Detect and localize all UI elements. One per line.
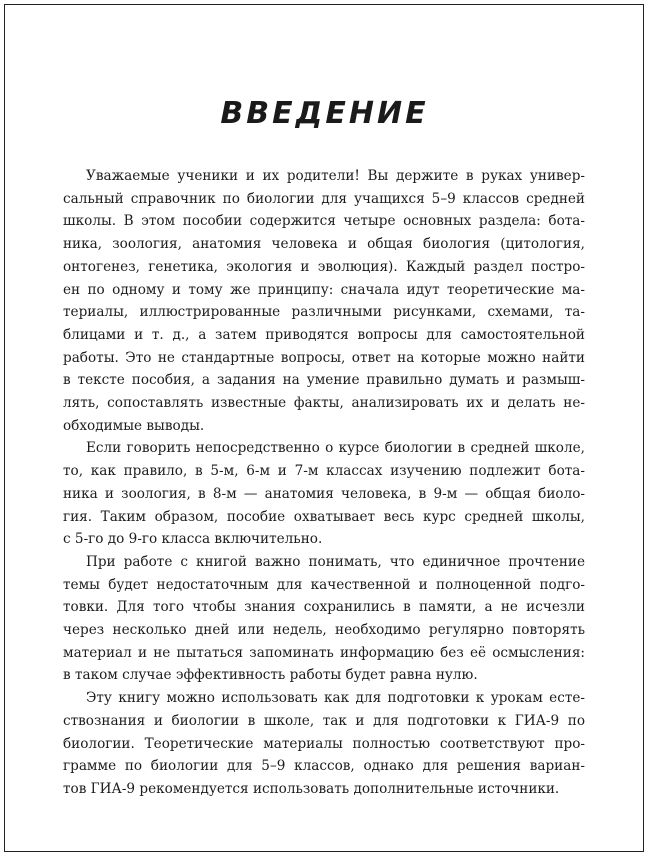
text-line: Уважаемые ученики и их родители! Вы держите в руках универ- bbox=[86, 168, 585, 184]
text-line: работы. Это не стандартные вопросы, ответ на которые можно найти bbox=[63, 349, 585, 366]
paragraph-2 bbox=[63, 437, 585, 551]
paragraph-4 bbox=[63, 687, 585, 801]
text-line: грамме по биологии для 5–9 классов, однако для решения вариан- bbox=[63, 758, 585, 775]
text-line: ен по одному и тому же принципу: сначала идут теоретические ма- bbox=[63, 281, 585, 298]
text-line: через несколько дней или недель, необходимо регулярно повторять bbox=[63, 622, 585, 639]
text-line: с 5-го до 9-го класса включительно. bbox=[63, 531, 323, 548]
paragraph-1 bbox=[63, 165, 585, 437]
text-line: тов ГИА-9 рекомендуется использовать дополнительные источники. bbox=[63, 780, 560, 797]
text-line: сальный справочник по биологии для учащихся 5–9 классов средней bbox=[63, 190, 585, 207]
text-line: онтогенез, генетика, экология и эволюция). Каждый раздел постро- bbox=[63, 258, 585, 275]
text-line: Если говорить непосредственно о курсе биологии в средней школе, bbox=[86, 440, 585, 457]
text-line: лять, сопоставлять известные факты, анализировать их и делать не- bbox=[63, 395, 585, 412]
text-line: в таком случае эффективность работы будет равна нулю. bbox=[63, 667, 478, 684]
text-line: обходимые выводы. bbox=[63, 417, 205, 434]
text-line: товки. Для того чтобы знания сохранились в памяти, а не исчезли bbox=[63, 599, 585, 616]
text-line: ника и зоология, в 8-м — анатомия человека, в 9-м — общая биоло- bbox=[63, 485, 585, 502]
page-title: ВВЕДЕНИЕ bbox=[220, 96, 429, 131]
text-line: материал и не пытаться запоминать информацию без её осмысления: bbox=[63, 644, 585, 661]
text-line: биологии. Теоретические материалы полностью соответствуют про- bbox=[63, 735, 585, 752]
text-line: териалы, иллюстрированные различными рисунками, схемами, та- bbox=[63, 304, 585, 321]
text-line: то, как правило, в 5-м, 6-м и 7-м классах изучению подлежит бота- bbox=[63, 463, 585, 480]
text-line: При работе с книгой важно понимать, что единичное прочтение bbox=[86, 553, 585, 570]
text-line: ника, зоология, анатомия человека и общая биология (цитология, bbox=[63, 236, 585, 253]
text-line: темы будет недостаточным для качественной и полноценной подго- bbox=[63, 576, 585, 593]
paragraph-3 bbox=[63, 551, 585, 687]
text-line: блицами и т. д., а затем приводятся вопросы для самостоятельной bbox=[63, 326, 585, 343]
text-line: в тексте пособия, а задания на умение правильно думать и размыш- bbox=[63, 372, 585, 389]
text-line: гия. Таким образом, пособие охватывает весь курс средней школы, bbox=[63, 508, 585, 525]
text-line: школы. В этом пособии содержится четыре основных раздела: бота- bbox=[63, 213, 585, 230]
text-line: Эту книгу можно использовать как для подготовки к урокам есте- bbox=[86, 690, 585, 707]
body-text bbox=[63, 165, 585, 801]
text-line: ствознания и биологии в школе, так и для подготовки к ГИА-9 по bbox=[63, 712, 585, 729]
